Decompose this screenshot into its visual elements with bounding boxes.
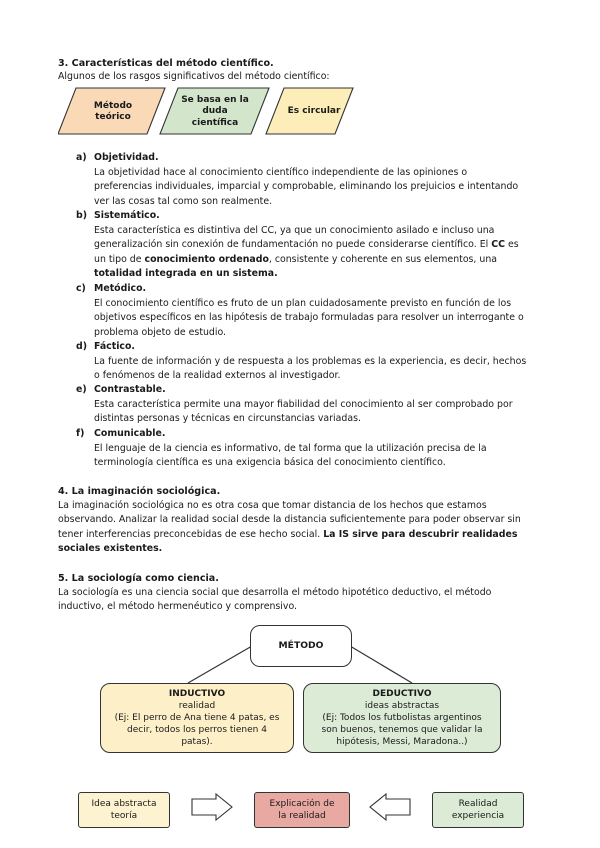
arrow-left-icon	[370, 794, 410, 820]
item-letter: f)	[76, 428, 85, 439]
section-3-title: 3. Características del método científico.	[58, 58, 274, 69]
item-body: Esta característica es distintiva del CC, ya que un conocimiento asilado e incluso una generalización sin conexión de fundamentación no puede considerarse científico. El CC es un tipo de conocimiento ordenado, consistente y coherente en sus elementos, una totalidad integrada en un sistema.	[94, 225, 519, 279]
section-4-body: La imaginación sociológica no es otra cosa que tomar distancia de los hechos que estamos observando. Analizar la realidad social desde la distancia suficientemente para poder observar sin tener interferencias preconcebidas de ese hecho social. La IS sirve para descubrir realidades sociales existentes.	[58, 500, 521, 554]
item-body: El conocimiento científico es fruto de un plan cuidadosamente previsto en función de los objetivos específicos en las hipótesis de trabajo formuladas para resolver un interrogante o problema objeto de estudio.	[94, 298, 524, 338]
item-body: El lenguaje de la ciencia es informativo, de tal forma que la utilización precisa de la terminología científica es una exigencia básica del conocimiento científico.	[94, 443, 487, 469]
item-title: Metódico.	[94, 283, 147, 294]
item-title: Sistemático.	[94, 210, 160, 221]
item-title: Comunicable.	[94, 428, 166, 439]
section-5-title: 5. La sociología como ciencia.	[58, 573, 219, 584]
item-letter: b)	[76, 210, 87, 221]
item-body: La fuente de información y de respuesta a los problemas es la experiencia, es decir, hechos o fenómenos de la realidad externos al investigador.	[94, 356, 527, 382]
section-5-body: La sociología es una ciencia social que desarrolla el método hipotético deductivo, el método inductivo, el método hermenéutico y comprensivo.	[58, 587, 492, 613]
idea-abstracta-box: Idea abstracta teoría	[78, 792, 170, 828]
explicacion-box: Explicación de la realidad	[254, 792, 350, 828]
arrow-right-icon	[192, 794, 232, 820]
metodo-box: MÉTODO	[250, 625, 352, 667]
item-letter: d)	[76, 341, 87, 352]
item-title: Contrastable.	[94, 384, 166, 395]
item-body: La objetividad hace al conocimiento científico independiente de las opiniones o preferencias individuales, imparcial y comprobable, eliminando los prejuicios e intentando ver las cosas tal como son realmente.	[94, 167, 519, 207]
item-letter: c)	[76, 283, 86, 294]
shape-label-2: Se basa en la duda científica	[181, 94, 249, 128]
deductivo-box: DEDUCTIVO ideas abstractas (Ej: Todos los futbolistas argentinos son buenos, tenemos que validar la hipótesis, Messi, Maradona..)	[303, 683, 501, 753]
realidad-box: Realidad experiencia	[432, 792, 524, 828]
item-letter: a)	[76, 152, 87, 163]
section-4-title: 4. La imaginación sociológica.	[58, 486, 221, 497]
item-title: Fáctico.	[94, 341, 135, 352]
item-body: Esta característica permite una mayor fiabilidad del conocimiento al ser comprobado por distintas personas y técnicas en circunstancias variadas.	[94, 399, 513, 425]
inductivo-box: INDUCTIVO realidad (Ej: El perro de Ana tiene 4 patas, es decir, todos los perros tienen 4 patas).	[100, 683, 294, 753]
shape-label-3: Es circular	[287, 106, 341, 117]
section-3-intro: Algunos de los rasgos significativos del método científico:	[58, 71, 330, 82]
shape-label-1: Método teórico	[93, 100, 133, 122]
item-title: Objetividad.	[94, 152, 159, 163]
item-letter: e)	[76, 384, 87, 395]
